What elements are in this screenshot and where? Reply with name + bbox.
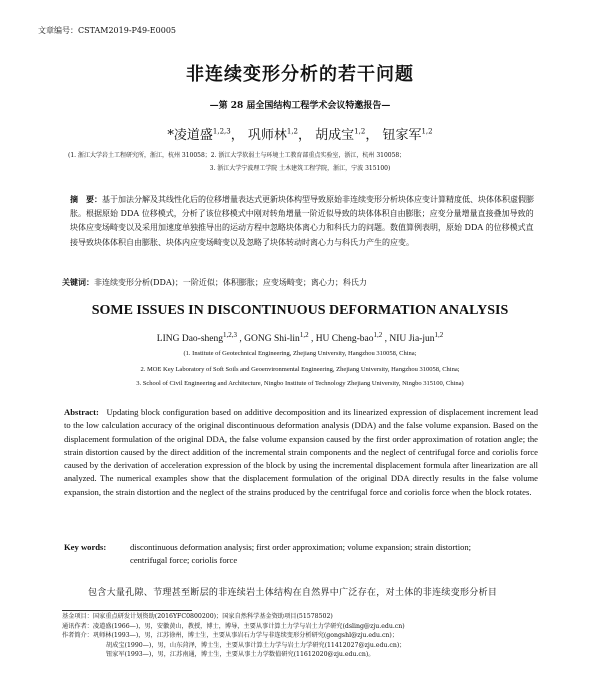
author-sup-en: 1,2 <box>299 331 309 339</box>
author-sup-cn: 1,2 <box>286 127 299 136</box>
author-name-cn: 胡成宝 <box>315 128 355 143</box>
footnotes <box>62 612 542 660</box>
keywords-en-label: Key words: <box>64 542 107 552</box>
abstract-cn-label: 摘 要： <box>70 194 102 204</box>
body-text-cn: 包含大量孔隙、节理甚至断层的非连续岩土体结构在自然界中广泛存在，对土体的非连续变形分析目 <box>88 588 498 598</box>
abstract-cn-text: 基于加法分解及其线性化后的位移增量表达式更新块体构型导致原始非连续变形分析块体应变计算精度低、块体体积虚假膨胀。根据原始 DDA 位移模式，分析了该位移模式中刚对转角增量一阶近似导致的块体体积自由膨胀；应变分量增量直接叠加导致的块体应变场畸变以及采用加速度单独推导出的运动方程中忽略块体离心力和科氏力的问题。数值算例表明，原始 DDA 的位移模式直接导致块体体积自由膨胀、块体内应变场畸变以及忽略了块体转动时离心力与科氏力产生的应变。 <box>70 195 534 247</box>
author-name-cn: 巩师林 <box>247 128 287 143</box>
author-sup-cn: 1,2,3 <box>212 127 231 136</box>
paper-title-en: SOME ISSUES IN DISCONTINUOUS DEFORMATION ANALYSIS <box>91 303 509 318</box>
author-name-en: GONG Shi-lin <box>244 334 300 345</box>
abstract-en-label: Abstract: <box>64 407 99 417</box>
affiliation-cn: 3. 浙江大学宁波理工学院 土木建筑工程学院，浙江，宁波 315100) <box>209 165 391 172</box>
paper-title-cn: 非连续变形分析的若干问题 <box>186 64 414 85</box>
keywords-cn-text: 非连续变形分析(DDA)；一阶近似；体积膨胀；应变场畸变；离心力；科氏力 <box>94 278 367 287</box>
affiliation-en: 2. MOE Key Laboratory of Soft Soils and Geoenvironmental Engineering, Zhejiang University, Hangzhou 310058, China; <box>140 366 460 373</box>
keywords-cn-label: 关键词： <box>62 277 94 287</box>
author-name-cn: 钮家军 <box>382 128 422 143</box>
author-list-cn: *凌道盛$^{1,2,3}$， 巩师林$^{1,2}$， 胡成宝$^{1,2}$， 钮家军$^{1,2}$ <box>167 127 433 143</box>
affiliation-en: 3. School of Civil Engineering and Architecture, Ningbo Institute of Technology Zhejiang University, Ningbo 315100, China) <box>136 380 464 387</box>
document-id: 文章编号：CSTAM2019-P49-E0005 <box>38 26 176 35</box>
footnote-author-bio: 作者简介：巩师林(1993—)，男，江苏徐州，博士生，主要从事岩石力学与非连续变形分析研究(gongshl@zju.edu.cn)； <box>62 632 399 640</box>
footnote-divider <box>62 610 192 611</box>
abstract-en-text: Updating block configuration based on additive decomposition and its linearized expression of displacement increment lead to the low calculation accuracy of the original discontinuous deformation analysis (DDA) and the false volume expansion. Based on the displacement formulation of the original DDA, the false volume expansion caused by the first order approximation of rotation angle; the strain distortion caused by the direct addition of the incremental strain components and the neglect of centrifugal force and coriolis force caused by the derivation of acceleration expression of the block by using the incremental displacement formula after linearization are all analyzed. The numerical examples show that the displacement formulation of the original DDA directly results in the false volume expansion, the strain distortion and the neglect of the strains produced by the centrifugal force and coriolis force when the block rotates. <box>64 407 538 497</box>
keywords-en-text-cont: centrifugal force; coriolis force <box>130 555 238 566</box>
keywords-en <box>64 541 538 568</box>
keywords-cn <box>62 277 542 288</box>
author-name-en: LING Dao-sheng <box>156 334 223 345</box>
author-list-en: LING Dao-sheng$^{1,2,3}$ , GONG Shi-lin$^{1,2}$ , HU Cheng-bao$^{1,2}$ , NIU Jia-jun$^{1,2}$ <box>156 331 444 345</box>
keywords-en-text: discontinuous deformation analysis; first order approximation; volume expansion; strain distortion; <box>130 542 472 552</box>
abstract-cn <box>70 192 540 250</box>
author-name-cn: *凌道盛 <box>167 128 213 143</box>
footnote-author-bio: 胡成宝(1990—)，男，山东菏泽，博士生，主要从事计算土力学与岩土力学研究(11412027@zju.edu.cn)； <box>106 641 406 649</box>
footnote-funding: 基金项目：国家重点研发计划资助(2016YFC0800200)；国家自然科学基金资助项目(51578502) <box>62 613 333 620</box>
author-sup-en: 1,2 <box>373 331 383 339</box>
author-sup-cn: 1,2 <box>354 127 366 136</box>
affiliation-cn: (1. 浙江大学岩土工程研究所，浙江，杭州 310058；2. 浙江大学软弱土与环境土工教育部重点实验室，浙江，杭州 310058； <box>68 152 406 159</box>
author-name-en: HU Cheng-bao <box>315 334 374 345</box>
author-sup-en: 1,2,3 <box>223 331 237 339</box>
author-sup-en: 1,2 <box>434 331 444 339</box>
footnote-corresponding: 通讯作者：凌道盛(1966—)，男，安徽黄山，教授，博士，博导，主要从事计算土力学与岩土力学研究(dsling@zju.edu.cn) <box>62 622 405 630</box>
abstract-en <box>64 406 538 499</box>
affiliation-en: (1. Institute of Geotechnical Engineering, Zhejiang University, Hangzhou 310058, China; <box>183 350 417 357</box>
paper-subtitle-cn: —第 28 届全国结构工程学术会议特邀报告— <box>209 101 391 111</box>
author-sup-cn: 1,2 <box>421 127 433 136</box>
author-name-en: NIU Jia-jun <box>389 334 435 345</box>
footnote-author-bio: 钮家军(1993—)，男，江苏南通，博士生，主要从事土力学数值研究(11612020@zju.edu.cn)。 <box>106 651 375 659</box>
